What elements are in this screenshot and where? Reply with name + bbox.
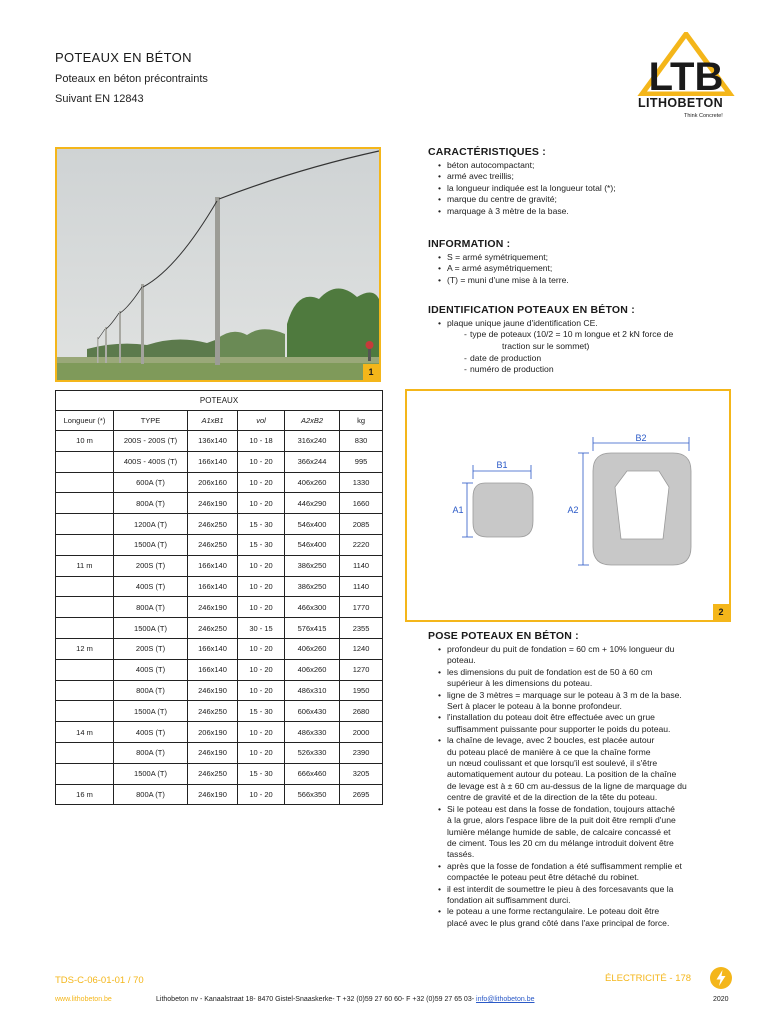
- cell-vol: 15 - 30: [238, 701, 285, 722]
- cell-a2xb2: 406x260: [285, 638, 340, 659]
- poles-table: [55, 390, 383, 805]
- cell-kg: 1240: [340, 638, 383, 659]
- cell-a2xb2: 546x400: [285, 514, 340, 535]
- table-row: [56, 451, 383, 472]
- logo-mark-icon: [636, 32, 736, 96]
- cell-type: 400S (T): [114, 659, 188, 680]
- cell-kg: 2680: [340, 701, 383, 722]
- cell-length: [56, 597, 114, 618]
- list-item-line: un nœud coulissant et que lorsqu'il est soulevé, il s'être: [447, 758, 658, 769]
- cell-vol: 10 - 20: [238, 472, 285, 493]
- cell-kg: 2390: [340, 742, 383, 763]
- table-row: [56, 431, 383, 452]
- table-row: [56, 534, 383, 555]
- lithobeton-logo: [636, 32, 736, 127]
- list-item-line: supérieur à les dimensions du poteau.: [447, 678, 593, 689]
- cell-kg: 1660: [340, 493, 383, 514]
- cell-vol: 10 - 20: [238, 638, 285, 659]
- list-item-line: placé avec le plus grand côté dans l'axe principal de force.: [447, 917, 670, 928]
- cell-length: [56, 451, 114, 472]
- cell-a1xb1: 166x140: [188, 555, 238, 576]
- cell-vol: 15 - 30: [238, 534, 285, 555]
- list-item-line: à la grue, alors l'espace libre de la puit doit être rempli d'une: [447, 815, 676, 826]
- cell-a1xb1: 206x190: [188, 722, 238, 743]
- list-item-line: • Si le poteau est dans la fosse de fondation, toujours attaché: [447, 803, 675, 814]
- cell-vol: 10 - 20: [238, 680, 285, 701]
- list-item-line: • la chaîne de levage, avec 2 boucles, est placée autour: [447, 735, 655, 746]
- cell-a2xb2: 386x250: [285, 576, 340, 597]
- list-item: • marque du centre de gravité;: [428, 194, 738, 205]
- table-caption: POTEAUX: [56, 391, 383, 411]
- cell-vol: 15 - 30: [238, 763, 285, 784]
- cell-a1xb1: 246x190: [188, 784, 238, 805]
- cell-kg: 1770: [340, 597, 383, 618]
- list-item: • béton autocompactant;: [428, 160, 738, 171]
- cell-type: 1500A (T): [114, 763, 188, 784]
- cell-type: 800A (T): [114, 784, 188, 805]
- list-item-line: du poteau placé de manière à ce que la chaîne forme: [447, 746, 651, 757]
- identification-title: IDENTIFICATION POTEAUX EN BÉTON :: [428, 304, 635, 316]
- list-item: [464, 329, 738, 352]
- cell-kg: 2000: [340, 722, 383, 743]
- table-header-a1xb1: A1xB1: [188, 411, 238, 431]
- cross-section-illustration: [407, 391, 729, 620]
- figure-badge-2: 2: [713, 604, 729, 620]
- list-item-line: fondation ait suffisamment durci.: [447, 894, 571, 905]
- cell-length: [56, 618, 114, 639]
- list-item-line: centre de gravité et de la direction de la tête du poteau.: [447, 792, 658, 803]
- list-item: [428, 644, 738, 667]
- list-item: • (T) = muni d'une mise à la terre.: [428, 275, 738, 286]
- list-item: • S = armé symétriquement;: [428, 252, 738, 263]
- list-item-line: • profondeur du puit de fondation = 60 cm + 10% longueur du: [447, 644, 675, 654]
- cell-a2xb2: 406x260: [285, 659, 340, 680]
- cell-vol: 10 - 20: [238, 722, 285, 743]
- cell-length: 16 m: [56, 784, 114, 805]
- cell-type: 1500A (T): [114, 618, 188, 639]
- cell-length: [56, 472, 114, 493]
- cell-a2xb2: 576x415: [285, 618, 340, 639]
- list-item-line: de levage est à ± 60 cm au-dessus de la ligne de marquage du: [447, 780, 687, 791]
- cell-a1xb1: 166x140: [188, 576, 238, 597]
- table-header-row: [56, 411, 383, 431]
- installation-list: [428, 644, 738, 929]
- list-item-line: compactée le poteau peut être détaché du robinet.: [447, 872, 640, 883]
- table-row: [56, 472, 383, 493]
- sub-item-text: traction sur le sommet): [502, 341, 590, 351]
- cell-length: [56, 576, 114, 597]
- list-item-line: tassés.: [447, 849, 475, 860]
- section-label: ÉLECTRICITÉ - 178: [605, 973, 692, 984]
- cell-length: [56, 493, 114, 514]
- cell-length: 12 m: [56, 638, 114, 659]
- cell-kg: 1140: [340, 555, 383, 576]
- cell-length: 10 m: [56, 431, 114, 452]
- installation-title: POSE POTEAUX EN BÉTON :: [428, 630, 579, 642]
- logo-tagline: Think Concrete!: [684, 113, 723, 119]
- cell-a2xb2: 316x240: [285, 431, 340, 452]
- cell-a1xb1: 246x190: [188, 597, 238, 618]
- cell-kg: 830: [340, 431, 383, 452]
- cell-a2xb2: 526x330: [285, 742, 340, 763]
- list-item-line: lumière mélange humide de sable, de calcaire concassé et: [447, 826, 671, 837]
- list-item: [428, 884, 738, 907]
- cell-kg: 1950: [340, 680, 383, 701]
- lightning-icon: [710, 967, 732, 989]
- cell-kg: 2695: [340, 784, 383, 805]
- table-row: [56, 763, 383, 784]
- list-item-line: • après que la fosse de fondation a été suffisamment remplie et: [447, 860, 682, 871]
- cell-length: [56, 680, 114, 701]
- cell-type: 400S (T): [114, 722, 188, 743]
- cell-type: 800A (T): [114, 742, 188, 763]
- installation-section: [428, 630, 738, 929]
- table-header-kg: kg: [340, 411, 383, 431]
- cell-a1xb1: 206x160: [188, 472, 238, 493]
- table-row: [56, 722, 383, 743]
- list-item-line: • ligne de 3 mètres = marquage sur le poteau à 3 m de la base.: [447, 689, 682, 700]
- cell-vol: 10 - 20: [238, 742, 285, 763]
- table-row: [56, 618, 383, 639]
- list-item-line: de ciment. Tous les 20 cm du mélange introduit doivent être: [447, 837, 674, 848]
- cell-type: 200S (T): [114, 638, 188, 659]
- label-a2: A2: [567, 505, 579, 515]
- cell-length: [56, 514, 114, 535]
- list-item-line: suffisamment puissante pour supporter le poids du poteau.: [447, 723, 671, 734]
- cell-a2xb2: 486x330: [285, 722, 340, 743]
- cell-length: [56, 742, 114, 763]
- list-item: [428, 735, 738, 803]
- table-row: [56, 514, 383, 535]
- cell-kg: 1330: [340, 472, 383, 493]
- cell-type: 200S (T): [114, 555, 188, 576]
- photo-illustration: [57, 149, 379, 380]
- list-item: [428, 690, 738, 713]
- cell-a2xb2: 566x350: [285, 784, 340, 805]
- cross-section-diagram: [405, 389, 731, 622]
- cell-a2xb2: 446x290: [285, 493, 340, 514]
- characteristics-list: [428, 160, 738, 217]
- list-item: [428, 667, 738, 690]
- list-item: [428, 804, 738, 861]
- cell-a1xb1: 246x190: [188, 680, 238, 701]
- list-item: [428, 906, 738, 929]
- cell-type: 1500A (T): [114, 701, 188, 722]
- cell-a2xb2: 666x460: [285, 763, 340, 784]
- cell-type: 400S (T): [114, 576, 188, 597]
- label-b1: B1: [496, 460, 508, 470]
- cell-type: 600A (T): [114, 472, 188, 493]
- cell-a2xb2: 466x300: [285, 597, 340, 618]
- cell-a1xb1: 136x140: [188, 431, 238, 452]
- document-code: TDS-C-06-01-01 / 70: [55, 975, 144, 986]
- document-year: 2020: [713, 996, 729, 1003]
- logo-letters: LTB: [648, 55, 724, 96]
- list-item: • armé avec treillis;: [428, 171, 738, 182]
- table-row: [56, 576, 383, 597]
- cell-kg: 2355: [340, 618, 383, 639]
- cell-a1xb1: 246x250: [188, 534, 238, 555]
- email-link[interactable]: info@lithobeton.be: [476, 996, 535, 1003]
- standard-reference: Suivant EN 12843: [55, 93, 144, 105]
- cell-length: [56, 659, 114, 680]
- list-item-line: • les dimensions du puit de fondation est de 50 à 60 cm: [447, 666, 653, 677]
- cell-length: 11 m: [56, 555, 114, 576]
- characteristics-section: [428, 146, 738, 217]
- list-item-line: automatiquement autour du poteau. La position de la chaîne: [447, 769, 677, 780]
- cell-vol: 10 - 20: [238, 576, 285, 597]
- cell-a2xb2: 486x310: [285, 680, 340, 701]
- cell-a1xb1: 246x190: [188, 493, 238, 514]
- cell-kg: 2220: [340, 534, 383, 555]
- cell-a2xb2: 606x430: [285, 701, 340, 722]
- cell-type: 800A (T): [114, 680, 188, 701]
- cell-kg: 3205: [340, 763, 383, 784]
- label-b2: B2: [635, 433, 647, 443]
- cell-length: [56, 763, 114, 784]
- identification-sublist: [464, 329, 738, 375]
- table-row: [56, 493, 383, 514]
- document-header: [55, 50, 208, 105]
- table-header-type: TYPE: [114, 411, 188, 431]
- list-item: • la longueur indiquée est la longueur total (*);: [428, 183, 738, 194]
- website-link[interactable]: www.lithobeton.be: [55, 996, 112, 1003]
- list-item-line: poteau.: [447, 655, 476, 666]
- identification-section: [428, 304, 738, 376]
- cell-a1xb1: 246x250: [188, 701, 238, 722]
- label-a1: A1: [452, 505, 464, 515]
- table-row: [56, 659, 383, 680]
- cell-vol: 10 - 20: [238, 597, 285, 618]
- list-item-line: • l'installation du poteau doit être effectuée avec un grue: [447, 712, 655, 723]
- table-header-vol: vol: [238, 411, 285, 431]
- list-item: - date de production: [464, 353, 738, 365]
- information-title: INFORMATION :: [428, 238, 511, 250]
- cell-a1xb1: 166x140: [188, 638, 238, 659]
- logo-name: LITHOBETON: [638, 96, 724, 110]
- cell-a2xb2: 546x400: [285, 534, 340, 555]
- cell-a1xb1: 166x140: [188, 659, 238, 680]
- table-header-length: Longueur (*): [56, 411, 114, 431]
- list-item: • plaque unique jaune d'identification CE.: [428, 318, 738, 329]
- list-item-line: Sert à placer le poteau à la bonne profondeur.: [447, 701, 622, 712]
- cell-vol: 15 - 30: [238, 514, 285, 535]
- cell-a1xb1: 246x250: [188, 763, 238, 784]
- page-subtitle: Poteaux en béton précontraints: [55, 73, 208, 85]
- cell-type: 800A (T): [114, 493, 188, 514]
- cell-length: [56, 701, 114, 722]
- information-list: [428, 252, 738, 286]
- identification-list: [428, 318, 738, 329]
- cell-a1xb1: 246x250: [188, 514, 238, 535]
- cell-type: 400S - 400S (T): [114, 451, 188, 472]
- cell-a2xb2: 386x250: [285, 555, 340, 576]
- cell-length: [56, 534, 114, 555]
- cell-type: 200S - 200S (T): [114, 431, 188, 452]
- cell-kg: 995: [340, 451, 383, 472]
- characteristics-title: CARACTÉRISTIQUES :: [428, 146, 546, 158]
- cell-vol: 10 - 20: [238, 659, 285, 680]
- cell-a1xb1: 166x140: [188, 451, 238, 472]
- cell-kg: 1140: [340, 576, 383, 597]
- table-row: [56, 701, 383, 722]
- list-item-line: • le poteau a une forme rectangulaire. Le poteau doit être: [447, 906, 660, 917]
- information-section: [428, 238, 738, 286]
- cell-length: 14 m: [56, 722, 114, 743]
- list-item: [428, 861, 738, 884]
- table-row: [56, 638, 383, 659]
- table-row: [56, 784, 383, 805]
- address-text: Lithobeton nv - Kanaalstraat 18- 8470 Gistel-Snaaskerke- T +32 (0)59 27 60 60- F +32 (0)59 27 65 03-: [156, 996, 475, 1003]
- cell-type: 1500A (T): [114, 534, 188, 555]
- company-address: [156, 996, 535, 1003]
- cell-vol: 10 - 20: [238, 784, 285, 805]
- cell-vol: 10 - 20: [238, 555, 285, 576]
- cell-kg: 2085: [340, 514, 383, 535]
- cell-a2xb2: 406x260: [285, 472, 340, 493]
- cell-a1xb1: 246x250: [188, 618, 238, 639]
- list-item: - numéro de production: [464, 364, 738, 376]
- table-row: [56, 555, 383, 576]
- cell-type: 1200A (T): [114, 514, 188, 535]
- table-row: [56, 680, 383, 701]
- figure-badge-1: 1: [363, 364, 379, 380]
- cell-vol: 10 - 20: [238, 451, 285, 472]
- cell-vol: 10 - 20: [238, 493, 285, 514]
- table-row: [56, 597, 383, 618]
- cell-a1xb1: 246x190: [188, 742, 238, 763]
- cell-vol: 30 - 15: [238, 618, 285, 639]
- table-row: [56, 742, 383, 763]
- list-item: • marquage à 3 mètre de la base.: [428, 206, 738, 217]
- sub-item-text: type de poteaux (10/2 = 10 m longue et 2 kN force de: [470, 329, 674, 340]
- list-item: [428, 712, 738, 735]
- page-title: POTEAUX EN BÉTON: [55, 50, 192, 65]
- pole-photo: [55, 147, 381, 382]
- list-item: • A = armé asymétriquement;: [428, 263, 738, 274]
- table-header-a2xb2: A2xB2: [285, 411, 340, 431]
- list-item-line: • il est interdit de soumettre le pieu à des forcesavants que la: [447, 883, 674, 894]
- cell-vol: 10 - 18: [238, 431, 285, 452]
- cell-type: 800A (T): [114, 597, 188, 618]
- cell-a2xb2: 366x244: [285, 451, 340, 472]
- cell-kg: 1270: [340, 659, 383, 680]
